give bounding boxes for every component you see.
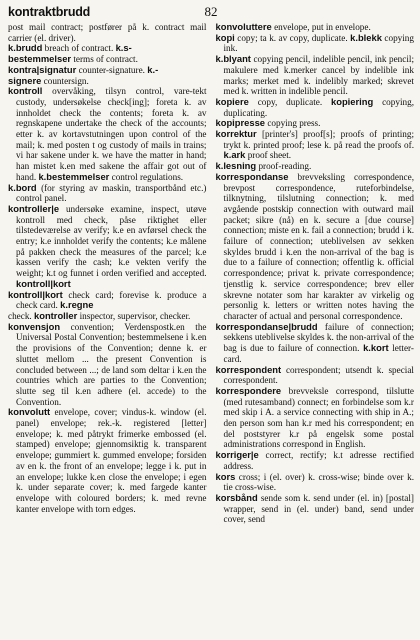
entry-text: check card; forevise k. produce a check card. [16,289,207,311]
headword: kopi [215,31,235,43]
dictionary-entry [216,33,415,54]
headword: konvensjon [8,320,61,332]
headword: kontroll|kort [16,277,71,289]
entry-text: terms of contract. [71,54,138,65]
dictionary-entry [216,129,415,161]
dictionary-entry [216,322,415,365]
entry-text: sende som k. send under (el. in) [postal] wrapper, send in (el. under) band, send under cover, send [223,492,414,525]
entry-text: undersøke examine, inspect, utøve kontroll med check, påse riktighet eller tilstedeværelse av verify; k.e en avførsel check the entry; k.e innholdet verify the contents; k.e målene på pakken check the measures of the parcel; k.e kassen verify the cash; k.e vekten verify the weight; k.t og funnet i orden verified and accepted. [16,203,207,279]
entry-text: copying ink. [223,32,414,54]
entry-text: cross; i (el. over) k. cross-wise; binde over k. tie cross-wise. [223,471,414,493]
headword: korrespondere [215,384,282,396]
entry-text: overvåking, tilsyn control, vare-tekt custody, undersøkelse check[ing]; foreta k. av innholdet check the contents; foreta k. av regnskapene undertake the check of the accounts; etter k. av kortavstutningen upon control of the mail; k. med posten t og custody of mails in trains; vi har sakene under k. we have the matter in hand; han mistet k.en med sakene the affair got out of hand. [16,86,207,182]
entry-text: counter-signature. [76,64,148,75]
entry-text: copy, duplicate. [248,96,332,107]
dictionary-entry [216,450,415,471]
headword: k.bestemmelser [38,170,110,182]
headword: k.brudd [8,42,43,54]
headword: kontroll [8,85,43,97]
dictionary-entry [216,472,415,493]
entry-text: convention; Verdenspostk.en the Universal Postal Convention; bestemmelsene i k.en the provisions of the Convention; denne k. er sluttet mellom ... the present Convention is concluded between ...; de land som deltar i k.en the countries which are parties to the Convention; slutte seg til k.en adhere (el. accede) to the Convention. [16,321,207,407]
page-header [8,4,414,22]
entry-text: control regulations. [109,171,184,182]
dictionary-entry [216,493,415,525]
headword: kopiering [331,95,374,107]
headword: k.lesning [215,160,257,172]
dictionary-entry [8,290,207,311]
entry-text: correspondent; utsendt k. special correspondent. [223,364,414,386]
headword: korrespondanse [215,170,289,182]
entry-text: envelope, cover; vindus-k. window (el. panel) envelope; rek.-k. registered [letter] envelope; k. med påtrykt frimerke embossed (el. stamped) envelope; gjennomsiktig k. transparent envelope; gummiert k. gummed envelope; forsiden av en k. the front of an envelope; legge i k. put in an envelope; lukke k.en close the envelope; i egen k. under separate cover; k. med fargede kanter envelope with coloured borders; k. med revne kanter envelope with torn edges. [16,407,207,514]
headword: korriger|e [215,449,259,461]
headword: konvoluttere [215,22,272,32]
dictionary-entry [8,322,207,408]
entry-text: proof sheet. [245,150,292,161]
headword: signere [8,74,42,86]
headword: k.kort [363,342,389,354]
entry-text: envelope, put in envelope. [271,22,371,32]
headword: k.blekk [350,31,382,43]
headword: kopipresse [215,117,266,129]
entry-text: copying, duplicating. [223,96,414,118]
headword: konvolutt [8,406,51,418]
entry-text: countersign. [41,75,89,86]
dictionary-entry [216,386,415,450]
headword: korsbånd [215,491,258,503]
headword: k.s- [115,42,132,54]
headword: kontroller [34,309,78,321]
headword: korrektur [215,128,257,140]
dictionary-entry [216,172,415,322]
entry-text: (for styring av maskin, transportbånd etc.) control panel. [16,182,207,204]
headword: kontroll|kort [8,288,63,300]
entry-text: letter-card. [223,343,414,364]
dictionary-entry [8,22,207,43]
headword: k.- [147,63,159,75]
entry-text: correct, rectify; k.t adresse rectified address. [223,450,414,471]
dictionary-entry [216,365,415,386]
headword: kopiere [215,95,249,107]
entry-text: brevveksling correspondence, brevpost correspondence, ruteforbindelse, tilknytning, tilslutning connection; k. med avgående postskip connection with outward mail packet; sikre (nå) en k. secure a [due course] connection; miste en k. fail a connection; brudd i k. failure of connection; uteblivelsen av sekken skyldes brudd i k.en the non-arrival of the bag is due to a failure of connection; offentlig k. official correspondence; privat k. private correspondence; tjenstlig k. service correspondence; brev eller skrevne notater som har karakter av virkelig og personlig k. letters or written notes having the character of actual and personal correspondence. [223,171,414,321]
entry-text: inspector, supervisor, checker. [77,310,191,321]
headword: kontroller|e [8,202,60,214]
headword: k.bord [8,181,37,193]
headword: k.ark [223,149,246,161]
entry-text: brevveksle correspond, tilslutte (med rutesamband) connect; en forbindelse som k.r med skip i A. a service connecting with ship in A.; den person som han k.r med his correspondent; en del poststyrer k.r på engelsk some postal administrations correspond in English. [223,385,414,450]
dictionary-entry [216,54,415,97]
entry-text: copying pencil, indelible pencil, ink pencil; makulere med k.merker cancel by indelible ink marks; merket med k. indelibly marked; skrevet med k. written in indelible pencil. [223,54,414,97]
entry-text: post mail contract; postfører på k. contract mail carrier (el. driver). [8,22,207,43]
left-column [8,22,207,640]
headword: korrespondanse|brudd [215,320,318,332]
guide-word: kontraktbrudd [8,5,91,19]
entry-text: check. [8,310,35,321]
dictionary-entry [8,183,207,204]
dictionary-entry [216,97,415,118]
entry-text: breach of contract. [42,43,116,54]
dictionary-entry [8,407,207,514]
headword: kontra|signatur [8,63,77,75]
headword: k.blyant [215,53,251,65]
headword: korrespondent [215,363,282,375]
entry-text: copy; ta k. av copy, duplicate. [234,32,351,43]
entry-text: proof-reading. [256,161,312,172]
dictionary-entry [216,22,415,33]
page-number: 82 [204,4,218,19]
right-column [216,22,415,640]
dictionary-entry [8,204,207,290]
entry-text: [printer's] proof[s]; proofs of printing; trykt k. printed proof; lese k. på read the proofs of. [223,129,414,150]
headword: bestemmelser [8,53,72,65]
headword: k.regne [60,299,94,311]
headword: kors [215,470,236,482]
entry-text: failure of connection; sekkens uteblivelse skyldes k. the non-arrival of the bag is due to failure of connection. [223,321,414,354]
dictionary-entry [8,86,207,182]
entry-text: copying press. [265,118,321,129]
